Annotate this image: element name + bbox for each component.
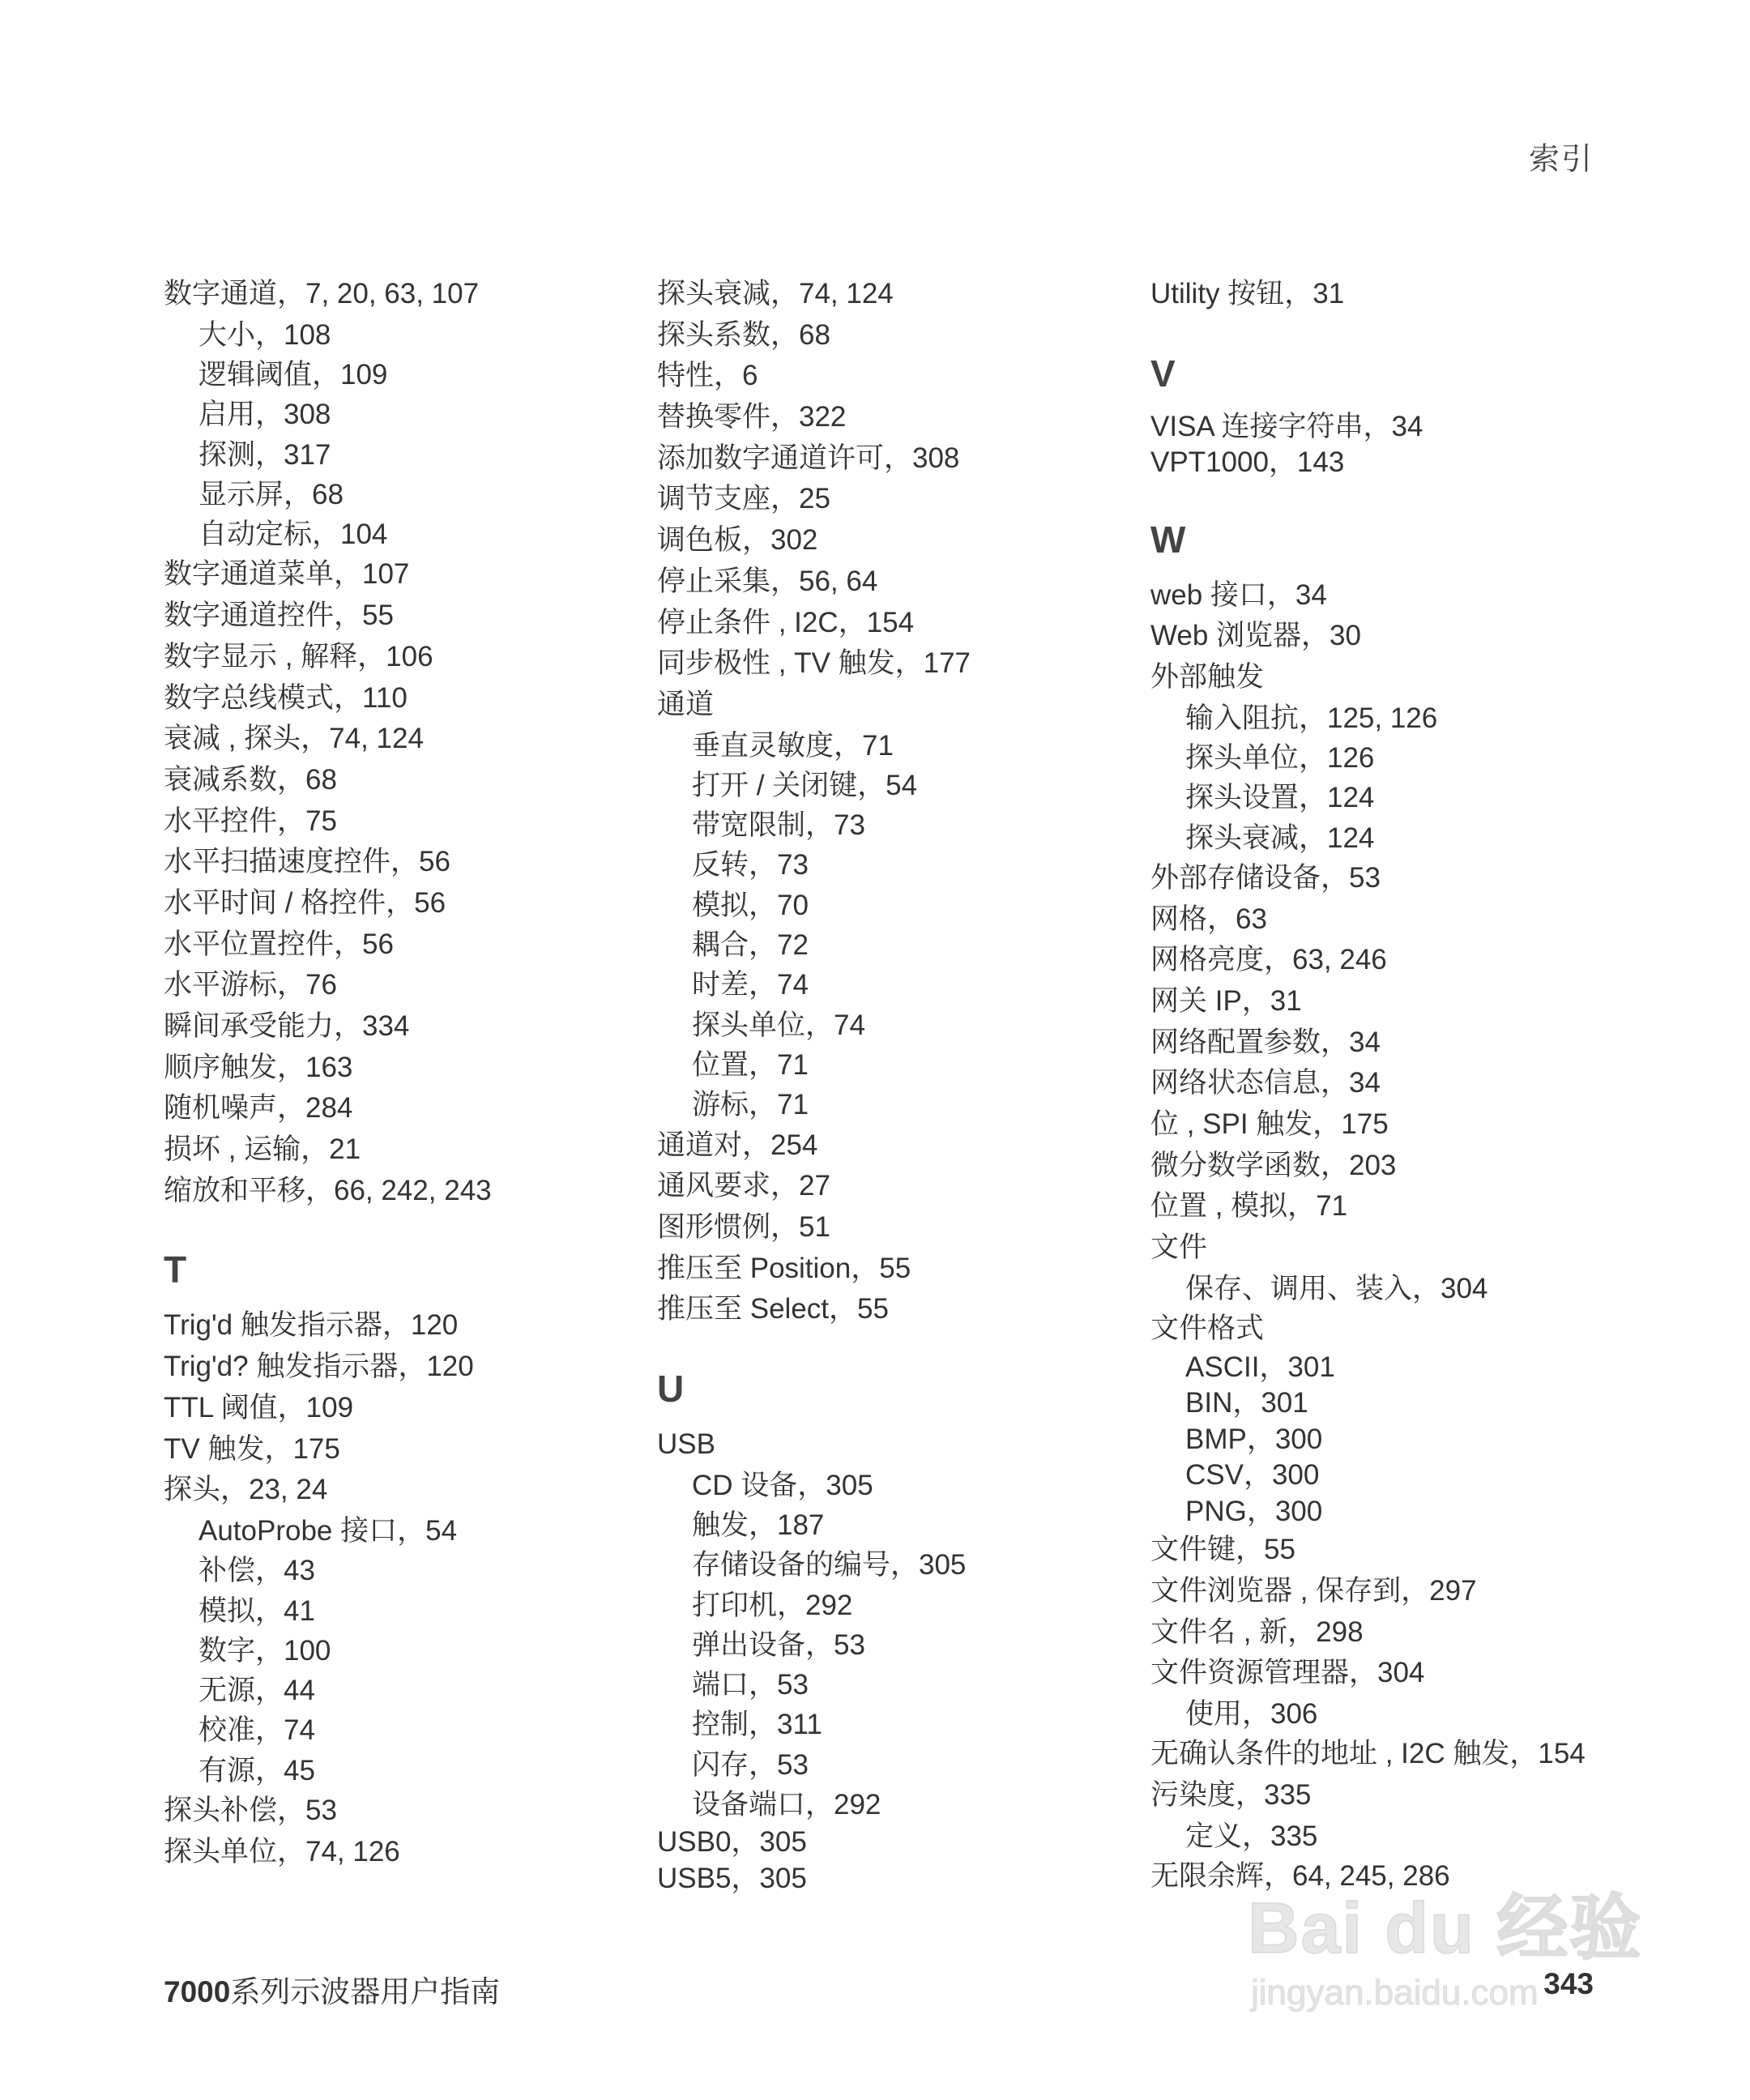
page-number: 343: [1543, 1967, 1594, 2000]
index-entry: USB5，305: [657, 1862, 807, 1894]
index-entry: 网关 IP，31: [1150, 985, 1302, 1017]
index-entry: 网络状态信息，34: [1150, 1067, 1381, 1099]
index-entry: 文件键，55: [1150, 1534, 1295, 1566]
index-subentry: 设备端口，292: [692, 1789, 881, 1821]
index-entry: 衰减系数，68: [164, 763, 337, 796]
index-entry: 瞬间承受能力，334: [164, 1010, 410, 1043]
index-subentry: BIN，301: [1185, 1387, 1308, 1419]
index-entry: Utility 按钮，31: [1150, 278, 1345, 309]
index-entry: 位 , SPI 触发，175: [1150, 1108, 1389, 1141]
index-subentry: 探头设置，124: [1185, 782, 1375, 814]
index-entry: 推压至 Select，55: [657, 1293, 889, 1325]
index-subentry: 逻辑阈值，109: [198, 358, 388, 391]
index-subentry: 游标，71: [692, 1089, 809, 1121]
index-column-1: [164, 274, 650, 1872]
index-letter-heading: T: [164, 1248, 187, 1291]
index-entry: 数字显示 , 解释，106: [164, 640, 433, 672]
index-entry: 文件浏览器 , 保存到，297: [1150, 1574, 1477, 1607]
index-entry: 随机噪声，284: [164, 1092, 353, 1125]
index-subentry: 校准，74: [198, 1714, 315, 1747]
index-subentry: 显示屏，68: [198, 478, 344, 510]
index-entry: 停止条件 , I2C，154: [657, 606, 915, 638]
index-entry: web 接口，34: [1150, 578, 1327, 611]
index-entry: 同步极性 , TV 触发，177: [657, 647, 971, 680]
index-subentry: 模拟，41: [198, 1594, 315, 1627]
index-subentry: 控制，311: [692, 1709, 822, 1741]
index-entry: 水平扫描速度控件，56: [164, 846, 450, 878]
index-entry: 添加数字通道许可，308: [657, 442, 960, 474]
index-subentry: 闪存，53: [692, 1748, 809, 1781]
index-entry: 位置 , 模拟，71: [1150, 1190, 1348, 1223]
page-header-title: 索引: [1528, 143, 1594, 177]
index-subentry: 补偿，43: [198, 1555, 315, 1587]
index-entry: 文件资源管理器，304: [1150, 1657, 1425, 1689]
index-subentry: 耦合，72: [692, 929, 809, 962]
index-subentry: 位置，71: [692, 1048, 809, 1081]
footer-series: 7000: [164, 1975, 231, 2008]
index-column-3: [1150, 274, 1637, 1897]
index-entry: 顺序触发，163: [164, 1051, 353, 1083]
index-entry: 探头补偿，53: [164, 1794, 337, 1826]
index-entry: 文件: [1150, 1231, 1208, 1264]
index-entry: 文件格式: [1150, 1312, 1265, 1345]
index-subentry: 打开 / 关闭键，54: [692, 769, 918, 801]
index-subentry: 打印机，292: [692, 1589, 853, 1621]
index-entry: 微分数学函数，203: [1150, 1149, 1397, 1181]
index-entry: 通道对，254: [657, 1129, 818, 1161]
footer-guide: 系列示波器用户指南: [230, 1975, 501, 2008]
index-subentry: 使用，306: [1185, 1698, 1318, 1731]
index-entry: 数字通道菜单，107: [164, 558, 410, 591]
index-subentry: 垂直灵敏度，71: [692, 729, 894, 762]
watermark-brand: Bai du 经验: [1248, 1888, 1643, 1968]
index-entry: TTL 阈值，109: [164, 1391, 354, 1423]
index-subentry: 数字，100: [198, 1634, 331, 1667]
index-entry: 调色板，302: [657, 524, 818, 557]
index-entry: 通道: [657, 688, 715, 720]
index-subentry: 保存、调用、装入，304: [1185, 1272, 1488, 1304]
index-entry: VISA 连接字符串，34: [1150, 410, 1423, 442]
index-subentry: BMP，300: [1185, 1423, 1323, 1455]
index-subentry: 端口，53: [692, 1669, 809, 1701]
index-entry: USB0，305: [657, 1826, 807, 1859]
index-subentry: AutoProbe 接口，54: [198, 1514, 458, 1547]
index-subentry: CSV，300: [1185, 1459, 1320, 1492]
index-entry: 水平位置控件，56: [164, 928, 394, 960]
index-letter-heading: U: [657, 1367, 685, 1410]
index-subentry: 带宽限制，73: [692, 809, 865, 842]
index-entry: 探头，23, 24: [164, 1474, 328, 1506]
index-entry: 特性，6: [657, 360, 758, 392]
index-entry: TV 触发，175: [164, 1432, 340, 1465]
index-subentry: 无源，44: [198, 1675, 315, 1707]
index-entry: 推压至 Position，55: [657, 1252, 911, 1284]
index-column-2: [657, 274, 1143, 1897]
index-subentry: 弹出设备，53: [692, 1628, 865, 1661]
index-entry: 缩放和平移，66, 242, 243: [164, 1174, 492, 1206]
index-subentry: 自动定标，104: [198, 519, 388, 551]
index-entry: 水平时间 / 格控件，56: [164, 886, 446, 919]
index-subentry: 探头单位，126: [1185, 742, 1375, 775]
index-subentry: 探测，317: [198, 438, 331, 471]
index-entry: 数字通道控件，55: [164, 600, 394, 632]
index-subentry: 反转，73: [692, 849, 809, 881]
index-entry: 外部触发: [1150, 661, 1265, 694]
index-entry: 外部存储设备，53: [1150, 861, 1381, 894]
index-entry: 数字总线模式，110: [164, 681, 408, 714]
index-subentry: PNG，300: [1185, 1495, 1323, 1527]
index-entry: 无限余辉，64, 245, 286: [1150, 1860, 1450, 1893]
index-entry: 网格亮度，63, 246: [1150, 944, 1387, 976]
index-entry: 网络配置参数，34: [1150, 1026, 1381, 1058]
index-subentry: 定义，335: [1185, 1820, 1318, 1852]
index-subentry: 输入阻抗，125, 126: [1185, 702, 1438, 734]
watermark-url: jingyan.baidu.com: [1251, 1973, 1539, 2012]
index-subentry: ASCII，301: [1185, 1351, 1335, 1383]
index-letter-heading: V: [1150, 352, 1176, 395]
index-entry: 调节支座，25: [657, 483, 830, 515]
index-subentry: 时差，74: [692, 969, 809, 1001]
index-entry: 停止采集，56, 64: [657, 565, 878, 597]
index-entry: 探头衰减，74, 124: [657, 278, 894, 309]
index-subentry: 探头单位，74: [692, 1009, 865, 1041]
index-entry: 损坏 , 运输，21: [164, 1133, 361, 1166]
index-entry: Web 浏览器，30: [1150, 620, 1361, 652]
baidu-watermark: [1248, 1888, 1669, 2050]
index-entry: 网格，63: [1150, 903, 1267, 935]
index-subentry: 存储设备的编号，305: [692, 1549, 967, 1581]
index-subentry: 模拟，70: [692, 889, 809, 921]
index-subentry: 启用，308: [198, 399, 331, 431]
index-entry: 衰减 , 探头，74, 124: [164, 723, 424, 755]
index-entry: Trig'd? 触发指示器，120: [164, 1351, 474, 1383]
index-subentry: 探头衰减，124: [1185, 822, 1375, 854]
index-entry: 探头单位，74, 126: [164, 1835, 400, 1867]
index-letter-heading: W: [1150, 518, 1186, 561]
index-entry: 探头系数，68: [657, 318, 830, 351]
index-entry: 通风要求，27: [657, 1170, 830, 1202]
index-subentry: CD 设备，305: [692, 1469, 873, 1501]
index-entry: VPT1000，143: [1150, 446, 1345, 479]
footer-title: [164, 1967, 500, 2011]
index-entry: 文件名 , 新，298: [1150, 1616, 1364, 1648]
index-entry: 图形惯例，51: [657, 1210, 830, 1243]
index-entry: 无确认条件的地址 , I2C 触发，154: [1150, 1738, 1586, 1770]
index-entry: USB: [657, 1428, 715, 1460]
index-subentry: 有源，45: [198, 1754, 315, 1786]
index-entry: 数字通道，7, 20, 63, 107: [164, 278, 480, 309]
index-subentry: 触发，187: [692, 1509, 825, 1541]
index-entry: Trig'd 触发指示器，120: [164, 1309, 459, 1342]
index-entry: 水平控件，75: [164, 805, 337, 837]
index-entry: 污染度，335: [1150, 1779, 1312, 1812]
index-entry: 替换零件，322: [657, 401, 847, 433]
index-entry: 水平游标，76: [164, 969, 337, 1001]
index-subentry: 大小，108: [198, 318, 331, 351]
